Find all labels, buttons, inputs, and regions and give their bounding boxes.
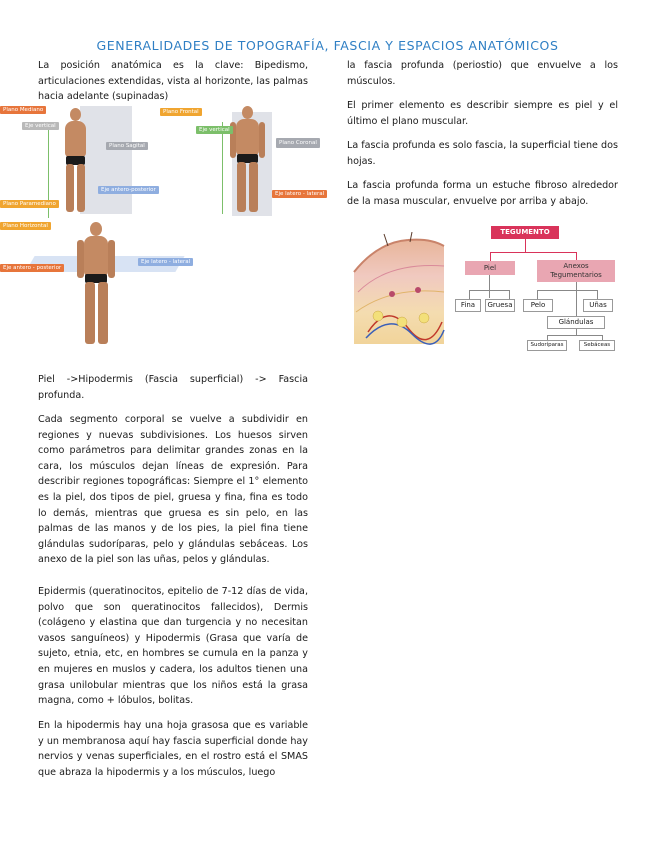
node-fina: Fina [455, 299, 481, 312]
node-tegumento: TEGUMENTO [491, 226, 559, 239]
label-eje-vertical-1: Eje vertical [22, 122, 59, 130]
paragraph-fascia-profunda: la fascia profunda (periostio) que envuelve a los músculos. [347, 60, 618, 87]
skin-cross-section-illustration [348, 232, 448, 348]
node-unas: Uñas [583, 299, 613, 312]
label-eje-antero-posterior-2: Eje antero - posterior [0, 264, 64, 272]
paragraph-capas: Piel ->Hipodermis (Fascia superficial) -> Fascia profunda. [38, 374, 308, 401]
tegumento-concept-map [455, 224, 620, 354]
node-sudoriparas: Sudoríparas [527, 340, 567, 351]
label-eje-antero-posterior: Eje antero-posterior [98, 186, 159, 194]
label-eje-latero-lateral-2: Eje latero - lateral [138, 258, 193, 266]
paragraph-primer-elemento: El primer elemento es describir siempre es piel y el último el plano muscular. [347, 100, 618, 127]
label-plano-paramediano: Plano Paramediano [0, 200, 59, 208]
label-plano-horizontal: Plano Horizontal [0, 222, 51, 230]
eje-vertical-2-line [222, 122, 223, 214]
node-gruesa: Gruesa [485, 299, 515, 312]
paragraph-posicion-anatomica: La posición anatómica es la clave: Bipedismo, articulaciones extendidas, vista al horizonte, las palmas hacia adelante (supinadas) [38, 60, 308, 103]
paragraph-epidermis: Epidermis (queratinocitos, epitelio de 7-12 días de vida, polvo que son queratinocitos fallecidos), Dermis (colágeno y elastina que dan turgencia y no necesitan vasos sanguíneos) y Hipodermis (Grasa que varía de sujeto, etnia, etc, en hombres se cumula en la panza y en mujeres en muslos y cadera, los adultos tienen una grasa unilobular mientras que los niños está la grasa magna, como + lóbulos, bolitas. [38, 586, 308, 707]
node-sebaceas: Sebáceas [579, 340, 615, 351]
label-plano-mediano: Plano Mediano [0, 106, 46, 114]
figure-plano-horizontal [0, 220, 190, 354]
node-pelo: Pelo [523, 299, 553, 312]
paragraph-estuche-fibroso: La fascia profunda forma un estuche fibroso alrededor de la masa muscular, envuelve por arriba y abajo. [347, 180, 618, 207]
page-title: GENERALIDADES DE TOPOGRAFÍA, FASCIA Y ESPACIOS ANATÓMICOS [96, 38, 559, 53]
label-eje-vertical-2: Eje vertical [196, 126, 233, 134]
plano-sagital-plane [80, 106, 132, 214]
node-piel: Piel [465, 261, 515, 275]
label-plano-sagital: Plano Sagital [106, 142, 148, 150]
label-eje-latero-lateral: Eje latero - lateral [272, 190, 327, 198]
figure-plano-frontal [160, 102, 325, 220]
paragraph-segmentos: Cada segmento corporal se vuelve a subdividir en regiones y nuevas subdivisiones. Los huesos sirven como parámetros para delimitar grandes zonas en la cara, los músculos dejan líneas de expresión. Para describir regiones topográficas: Siempre el 1° elemento es la piel, dos tipos de piel, gruesa y fina, fina es todo lo demás, mientras que gruesa es sin pelo, en las palmas de las manos y de los pies, la piel fina tiene glándulas sudoríparas, pelo y glándulas sebáceas. Los anexo de la piel son las uñas, pelos y glándulas. [38, 414, 308, 566]
label-plano-coronal: Plano Coronal [276, 138, 320, 148]
figure-plano-sagital [0, 102, 156, 220]
node-glandulas: Glándulas [547, 316, 605, 329]
paragraph-fascia-hojas: La fascia profunda es solo fascia, la superficial tiene dos hojas. [347, 140, 618, 167]
node-anexos-tegumentarios: Anexos Tegumentarios [537, 260, 615, 282]
label-plano-frontal: Plano Frontal [160, 108, 202, 116]
paragraph-hipodermis: En la hipodermis hay una hoja grasosa que es variable y un membranosa aquí hay fascia superficial donde hay nervios y venas superficiales, en el rostro está el SMAS que abraza la hipodermis y a los músculos, luego [38, 720, 308, 778]
